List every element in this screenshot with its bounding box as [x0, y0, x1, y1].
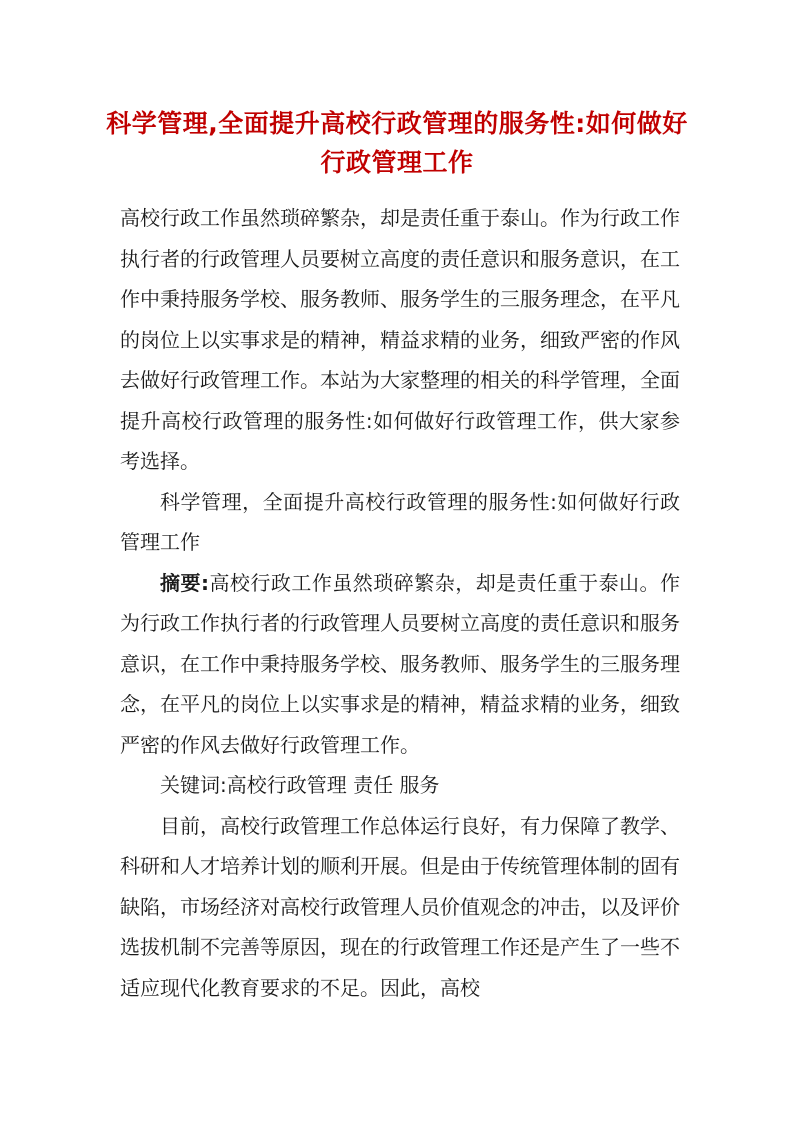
subtitle-paragraph: 科学管理，全面提升高校行政管理的服务性:如何做好行政管理工作 — [120, 489, 680, 554]
abstract-text: 高校行政工作虽然琐碎繁杂，却是责任重于泰山。作为行政工作执行者的行政管理人员要树立高度的责任意识和服务意识，在工作中秉持服务学校、服务教师、服务学生的三服务理念，在平凡的岗位上以实事求是的精神，精益求精的业务，细致严密的作风去做好行政管理工作。 — [120, 570, 681, 757]
intro-paragraph: 高校行政工作虽然琐碎繁杂，却是责任重于泰山。作为行政工作执行者的行政管理人员要树立高度的责任意识和服务意识，在工作中秉持服务学校、服务教师、服务学生的三服务理念，在平凡的岗位上以实事求是的精神，精益求精的业务，细致严密的作风去做好行政管理工作。本站为大家整理的相关的科学管理，全面提升高校行政管理的服务性:如何做好行政管理工作，供大家参考选择。 — [120, 206, 680, 473]
document-body — [120, 198, 680, 1008]
keywords-paragraph — [120, 765, 680, 806]
abstract-paragraph — [120, 563, 680, 766]
body-paragraph: 目前，高校行政管理工作总体运行良好，有力保障了教学、科研和人才培养计划的顺利开展。但是由于传统管理体制的固有缺陷，市场经济对高校行政管理人员价值观念的冲击，以及评价选拔机制不完善等原因，现在的行政管理工作还是产生了一些不适应现代化教育要求的不足。因此，高校 — [120, 813, 680, 1000]
document-title-line-1: 科学管理,全面提升高校行政管理的服务性:如何做好 — [106, 109, 688, 138]
keywords-label: 关键词: — [160, 773, 227, 797]
document-title-line-2: 行政管理工作 — [320, 148, 474, 177]
keywords-text: 高校行政管理 责任 服务 — [226, 773, 440, 797]
abstract-label: 摘要: — [160, 570, 209, 595]
